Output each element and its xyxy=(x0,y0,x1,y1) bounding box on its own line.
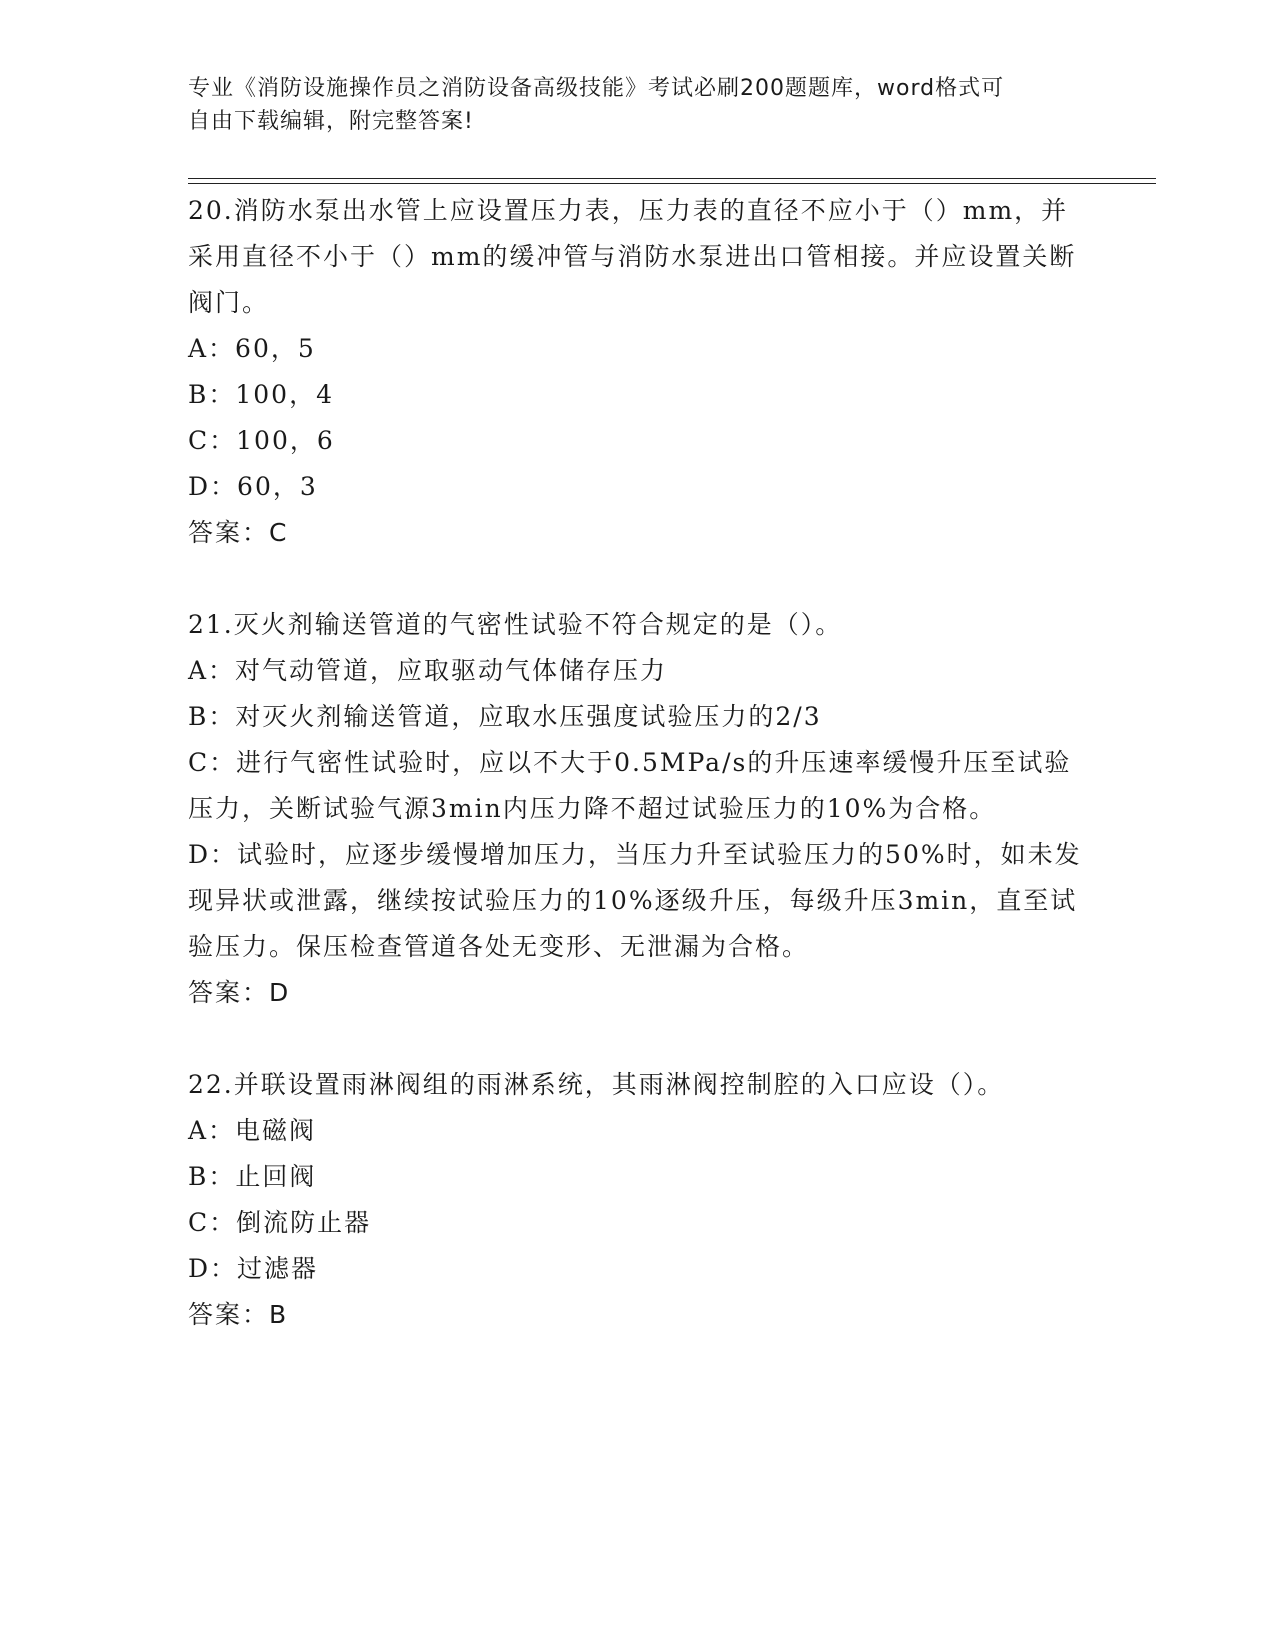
option-c: C：进行气密性试验时，应以不大于0.5MPa/s的升压速率缓慢升压至试验压力，关断试验气源3min内压力降不超过试验压力的10%为合格。 xyxy=(188,748,1072,823)
question-stem: 21.灭火剂输送管道的气密性试验不符合规定的是（）。 xyxy=(188,610,843,639)
answer: 答案：C xyxy=(188,518,289,547)
header-line-1: 专业《消防设施操作员之消防设备高级技能》考试必刷200题题库，word格式可 xyxy=(188,76,1005,101)
header-line-2: 自由下载编辑，附完整答案! xyxy=(188,109,474,134)
question-list xyxy=(188,188,1088,1384)
option-c: C：倒流防止器 xyxy=(188,1208,372,1237)
question-21 xyxy=(188,602,1088,1016)
option-d: D：60，3 xyxy=(188,472,318,501)
document-header xyxy=(188,72,1088,138)
option-b: B：止回阀 xyxy=(188,1162,317,1191)
header-divider-bottom xyxy=(188,183,1156,184)
answer: 答案：D xyxy=(188,978,291,1007)
question-22 xyxy=(188,1062,1088,1338)
option-a: A：电磁阀 xyxy=(188,1116,317,1145)
question-stem: 20.消防水泵出水管上应设置压力表，压力表的直径不应小于（）mm，并采用直径不小于（）mm的缓冲管与消防水泵进出口管相接。并应设置关断阀门。 xyxy=(188,196,1077,317)
question-stem: 22.并联设置雨淋阀组的雨淋系统，其雨淋阀控制腔的入口应设（）。 xyxy=(188,1070,1005,1099)
header-divider-top xyxy=(188,178,1156,179)
option-d: D：试验时，应逐步缓慢增加压力，当压力升至试验压力的50%时，如未发现异状或泄露，继续按试验压力的10%逐级升压，每级升压3min，直至试验压力。保压检查管道各处无变形、无泄漏为合格。 xyxy=(188,840,1082,961)
option-a: A：对气动管道，应取驱动气体储存压力 xyxy=(188,656,668,685)
question-20 xyxy=(188,188,1088,556)
option-b: B：对灭火剂输送管道，应取水压强度试验压力的2/3 xyxy=(188,702,822,731)
option-b: B：100，4 xyxy=(188,380,334,409)
option-c: C：100，6 xyxy=(188,426,335,455)
answer: 答案：B xyxy=(188,1300,289,1329)
option-d: D：过滤器 xyxy=(188,1254,319,1283)
option-a: A：60，5 xyxy=(188,334,316,363)
